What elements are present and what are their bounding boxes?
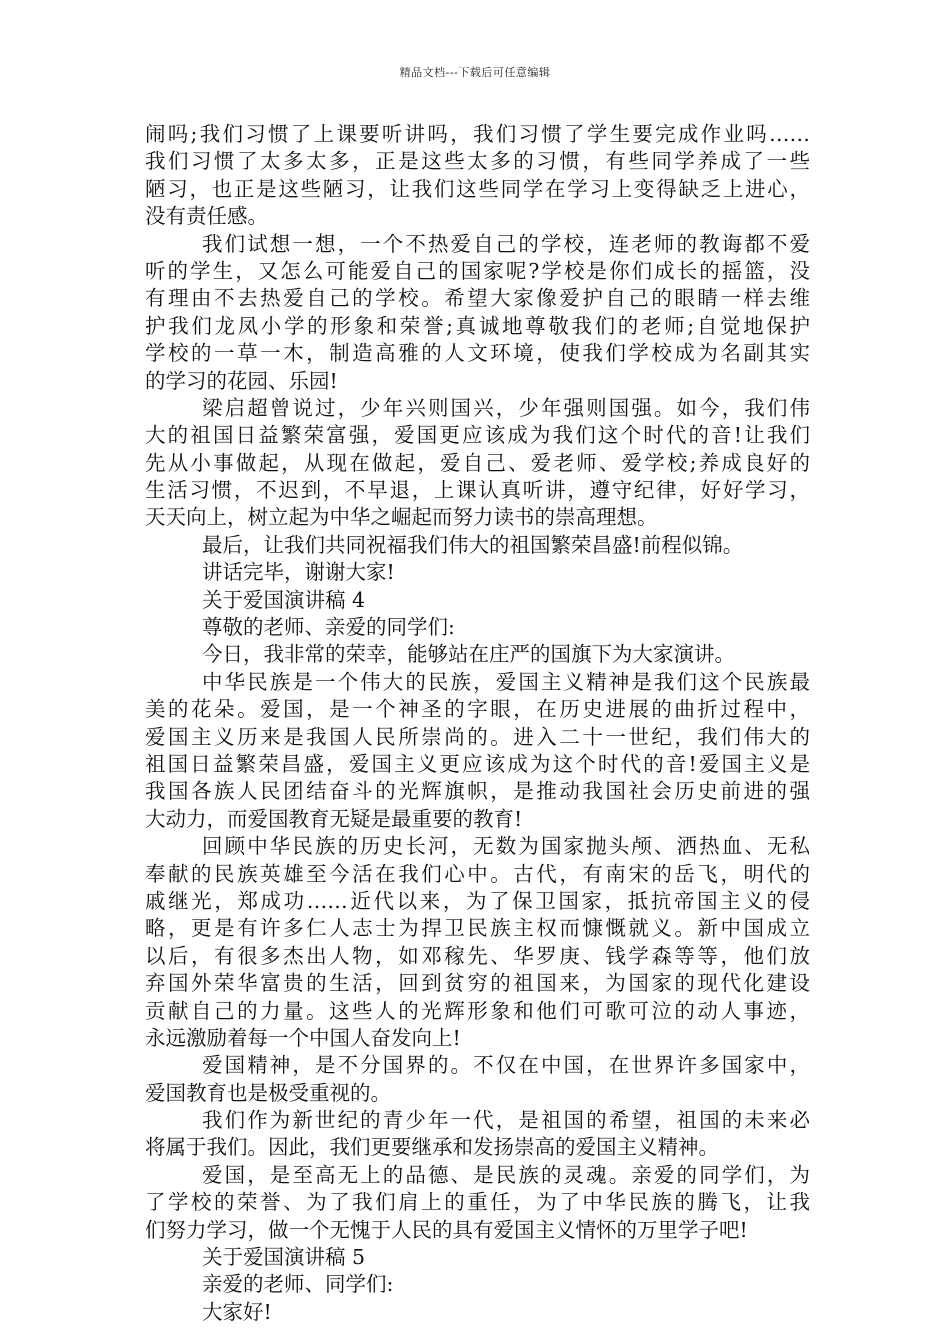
text-line: 天天向上，树立起为中华之崛起而努力读书的崇高理想。 bbox=[145, 505, 658, 530]
text-line: 关于爱国演讲稿 4 bbox=[202, 587, 366, 612]
text-line: 大家好! bbox=[202, 1299, 272, 1324]
text-line: 爱国主义历来是我国人民所崇尚的。进入二十一世纪，我们伟大的 bbox=[145, 724, 810, 749]
text-line: 先从小事做起，从现在做起，爱自己、爱老师、爱学校;养成良好的 bbox=[145, 450, 810, 475]
text-line: 尊敬的老师、亲爱的同学们: bbox=[202, 615, 455, 640]
text-line: 护我们龙凤小学的形象和荣誉;真诚地尊敬我们的老师;自觉地保护 bbox=[145, 313, 810, 338]
text-line: 我们习惯了太多太多，正是这些太多的习惯，有些同学养成了一些 bbox=[145, 149, 810, 174]
text-line: 今日，我非常的荣幸，能够站在庄严的国旗下为大家演讲。 bbox=[202, 642, 735, 667]
text-line: 没有责任感。 bbox=[145, 204, 268, 229]
text-line: 的学习的花园、乐园! bbox=[145, 368, 338, 393]
text-line: 大动力，而爱国教育无疑是最重要的教育! bbox=[145, 806, 523, 831]
text-line: 有理由不去热爱自己的学校。希望大家像爱护自己的眼睛一样去维 bbox=[145, 286, 810, 311]
text-line: 爱国精神，是不分国界的。不仅在中国，在世界许多国家中， bbox=[202, 1053, 810, 1078]
text-line: 生活习惯，不迟到，不早退，上课认真听讲，遵守纪律，好好学习， bbox=[145, 478, 810, 503]
text-line: 弃国外荣华富贵的生活，回到贫穷的祖国来，为国家的现代化建设 bbox=[145, 971, 810, 996]
text-line: 关于爱国演讲稿 5 bbox=[202, 1245, 366, 1270]
text-line: 略，更是有许多仁人志士为捍卫民族主权而慷慨就义。新中国成立 bbox=[145, 916, 810, 941]
page-header: 精品文档---下载后可任意编辑 bbox=[399, 66, 551, 79]
text-line: 了学校的荣誉、为了我们肩上的重任，为了中华民族的腾飞，让我 bbox=[145, 1190, 810, 1215]
text-line: 回顾中华民族的历史长河，无数为国家抛头颅、洒热血、无私 bbox=[202, 834, 810, 859]
text-line: 我们作为新世纪的青少年一代，是祖国的希望，祖国的未来必 bbox=[202, 1108, 810, 1133]
text-line: 闹吗;我们习惯了上课要听讲吗，我们习惯了学生要完成作业吗…… bbox=[145, 122, 810, 146]
text-line: 梁启超曾说过，少年兴则国兴，少年强则国强。如今，我们伟 bbox=[202, 395, 810, 420]
text-line: 大的祖国日益繁荣富强，爱国更应该成为我们这个时代的音!让我们 bbox=[145, 423, 810, 448]
text-line: 亲爱的老师、同学们: bbox=[202, 1272, 394, 1297]
text-line: 我国各族人民团结奋斗的光辉旗帜，是推动我国社会历史前进的强 bbox=[145, 779, 810, 804]
text-line: 讲话完毕，谢谢大家! bbox=[202, 560, 395, 585]
text-line: 以后，有很多杰出人物，如邓稼先、华罗庚、钱学森等等，他们放 bbox=[145, 943, 810, 968]
text-line: 美的花朵。爱国，是一个神圣的字眼，在历史进展的曲折过程中， bbox=[145, 697, 810, 722]
text-line: 永远激励着每一个中国人奋发向上! bbox=[145, 1025, 461, 1050]
text-line: 听的学生，又怎么可能爱自己的国家呢?学校是你们成长的摇篮，没 bbox=[145, 258, 810, 283]
text-line: 将属于我们。因此，我们更要继承和发扬崇高的爱国主义精神。 bbox=[145, 1135, 719, 1160]
text-line: 奉献的民族英雄至今活在我们心中。古代，有南宋的岳飞，明代的 bbox=[145, 861, 810, 886]
document-body bbox=[145, 121, 810, 1326]
text-line: 们努力学习，做一个无愧于人民的具有爱国主义情怀的万里学子吧! bbox=[145, 1217, 748, 1242]
text-line: 爱国教育也是极受重视的。 bbox=[145, 1080, 391, 1105]
text-line: 最后，让我们共同祝福我们伟大的祖国繁荣昌盛!前程似锦。 bbox=[202, 532, 744, 557]
text-line: 贡献自己的力量。这些人的光辉形象和他们可歌可泣的动人事迹， bbox=[145, 998, 810, 1023]
text-line: 我们试想一想，一个不热爱自己的学校，连老师的教诲都不爱 bbox=[202, 231, 810, 256]
text-line: 陋习，也正是这些陋习，让我们这些同学在学习上变得缺乏上进心， bbox=[145, 176, 810, 201]
text-line: 爱国，是至高无上的品德、是民族的灵魂。亲爱的同学们，为 bbox=[202, 1162, 810, 1187]
text-line: 戚继光，郑成功……近代以来，为了保卫国家，抵抗帝国主义的侵 bbox=[145, 888, 810, 913]
text-line: 中华民族是一个伟大的民族，爱国主义精神是我们这个民族最 bbox=[202, 669, 810, 694]
text-line: 祖国日益繁荣昌盛，爱国主义更应该成为这个时代的音!爱国主义是 bbox=[145, 751, 810, 776]
text-line: 学校的一草一木，制造高雅的人文环境，使我们学校成为名副其实 bbox=[145, 341, 810, 366]
